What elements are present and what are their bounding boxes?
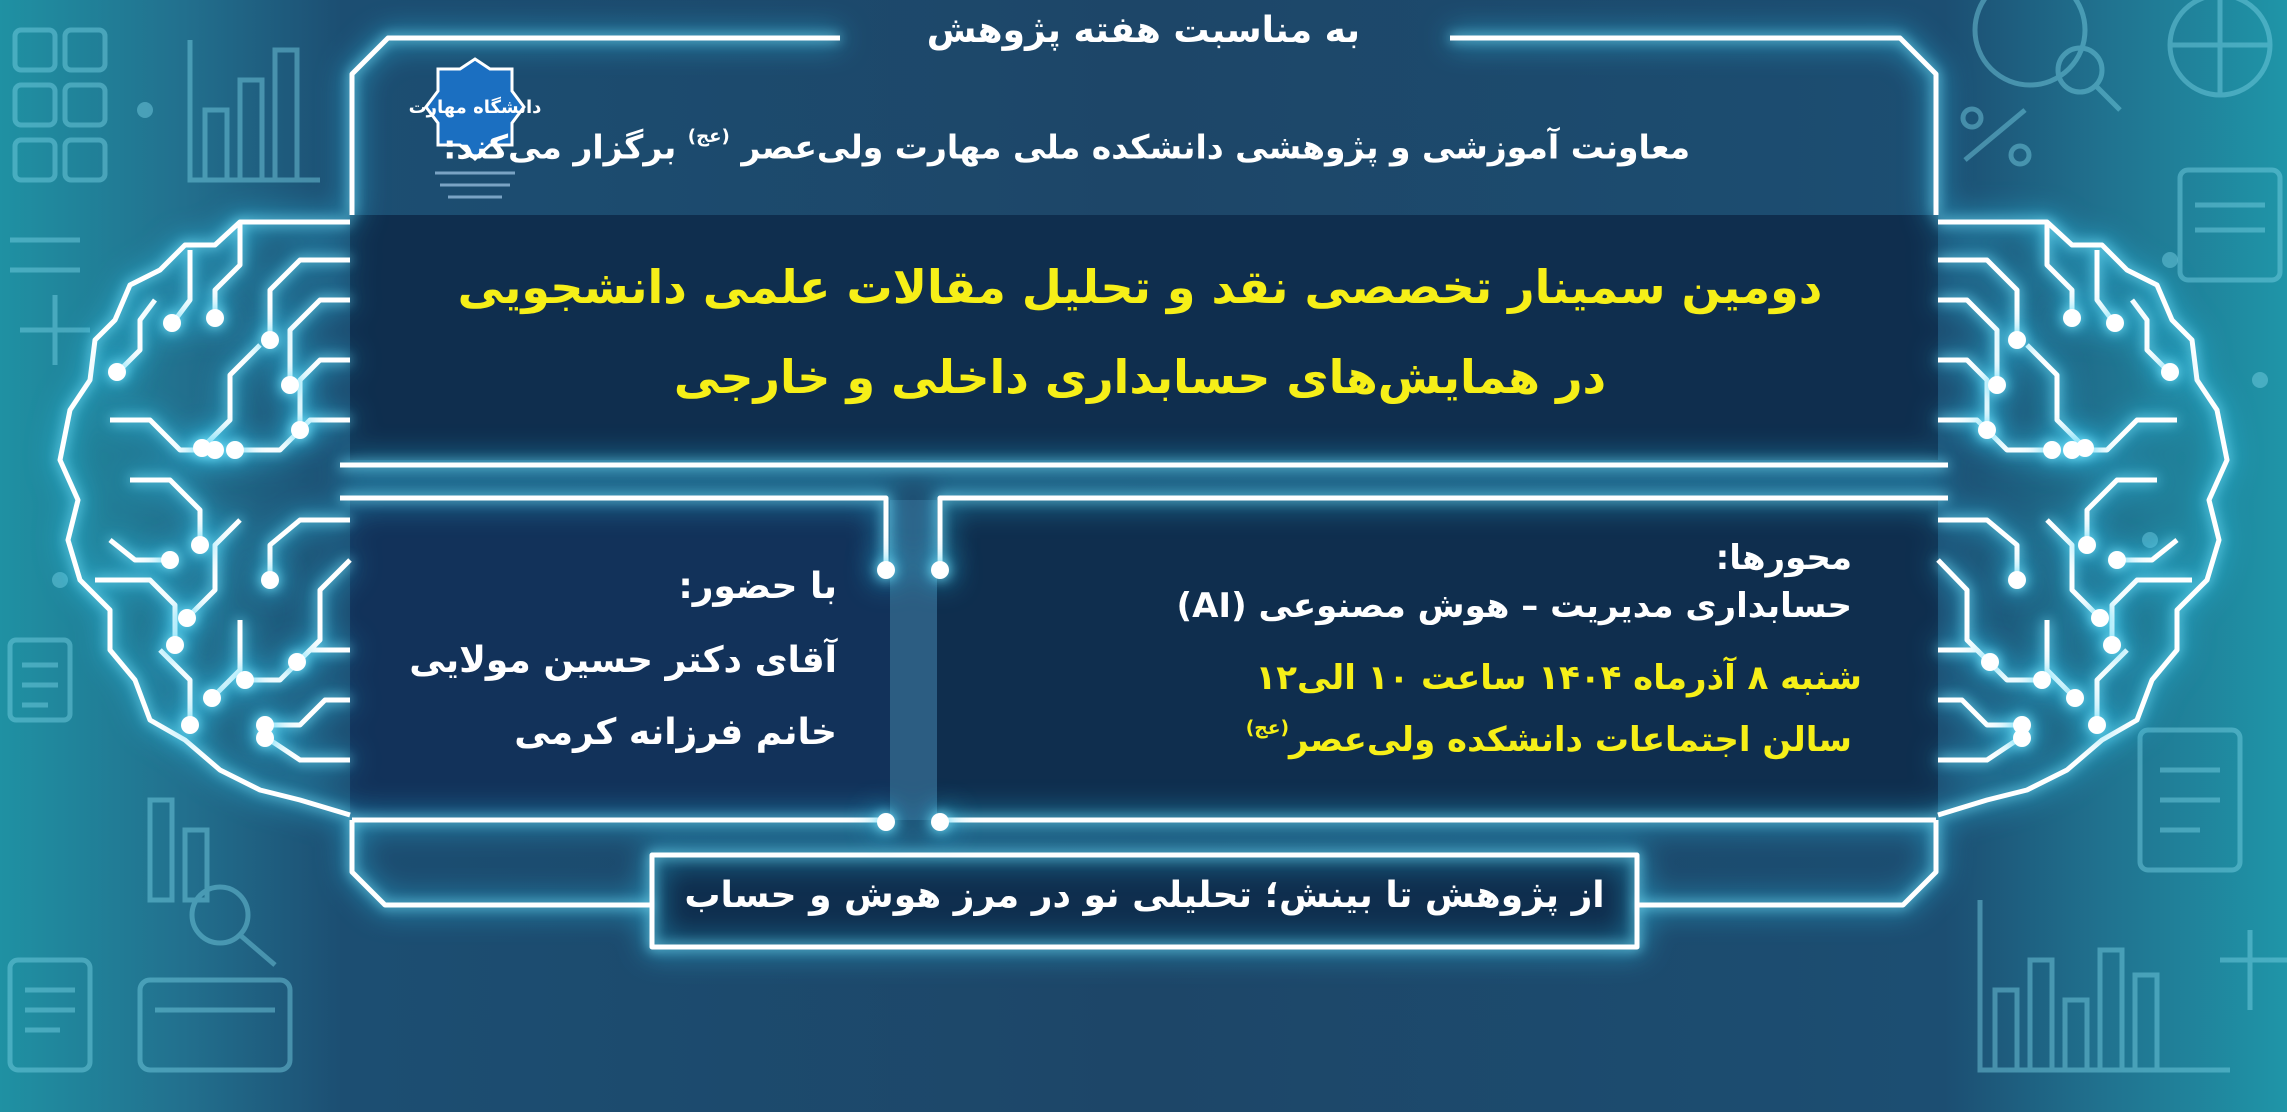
title-line-1: دومین سمینار تخصصی نقد و تحلیل مقالات علمی دانشجویی xyxy=(457,260,1823,314)
topics-items: حسابداری مدیریت – هوش مصنوعی (AI) xyxy=(1176,586,1852,626)
schedule-datetime: شنبه ۸ آذرماه ۱۴۰۴ ساعت ۱۰ الی۱۲ xyxy=(1255,658,1862,698)
organizer-text xyxy=(443,126,1690,167)
speaker-2: خانم فرزانه کرمی xyxy=(514,712,837,753)
occasion-text: به مناسبت هفته پژوهش xyxy=(926,10,1360,51)
svg-text:دانشگاه مهارت: دانشگاه مهارت xyxy=(408,97,542,118)
venue-text: سالن اجتماعات دانشکده ولی‌عصر xyxy=(1289,719,1852,760)
speakers-heading: با حضور: xyxy=(678,566,837,607)
speaker-1: آقای دکتر حسین مولایی xyxy=(409,640,837,681)
title-line-2: در همایش‌های حسابداری داخلی و خارجی xyxy=(673,350,1607,404)
organizer-end: برگزار می‌کند: xyxy=(443,127,677,167)
organizer-sup: (عج) xyxy=(687,126,730,147)
topics-heading: محورها: xyxy=(1715,538,1852,578)
venue-sup: (عج) xyxy=(1245,718,1290,739)
slogan-text: از پژوهش تا بینش؛ تحلیلی نو در مرز هوش و حساب xyxy=(684,875,1605,916)
schedule-venue xyxy=(1246,718,1852,760)
title-panel xyxy=(350,215,1938,460)
organizer-name: معاونت آموزشی و پژوهشی دانشکده ملی مهارت ولی‌عصر xyxy=(741,127,1690,167)
